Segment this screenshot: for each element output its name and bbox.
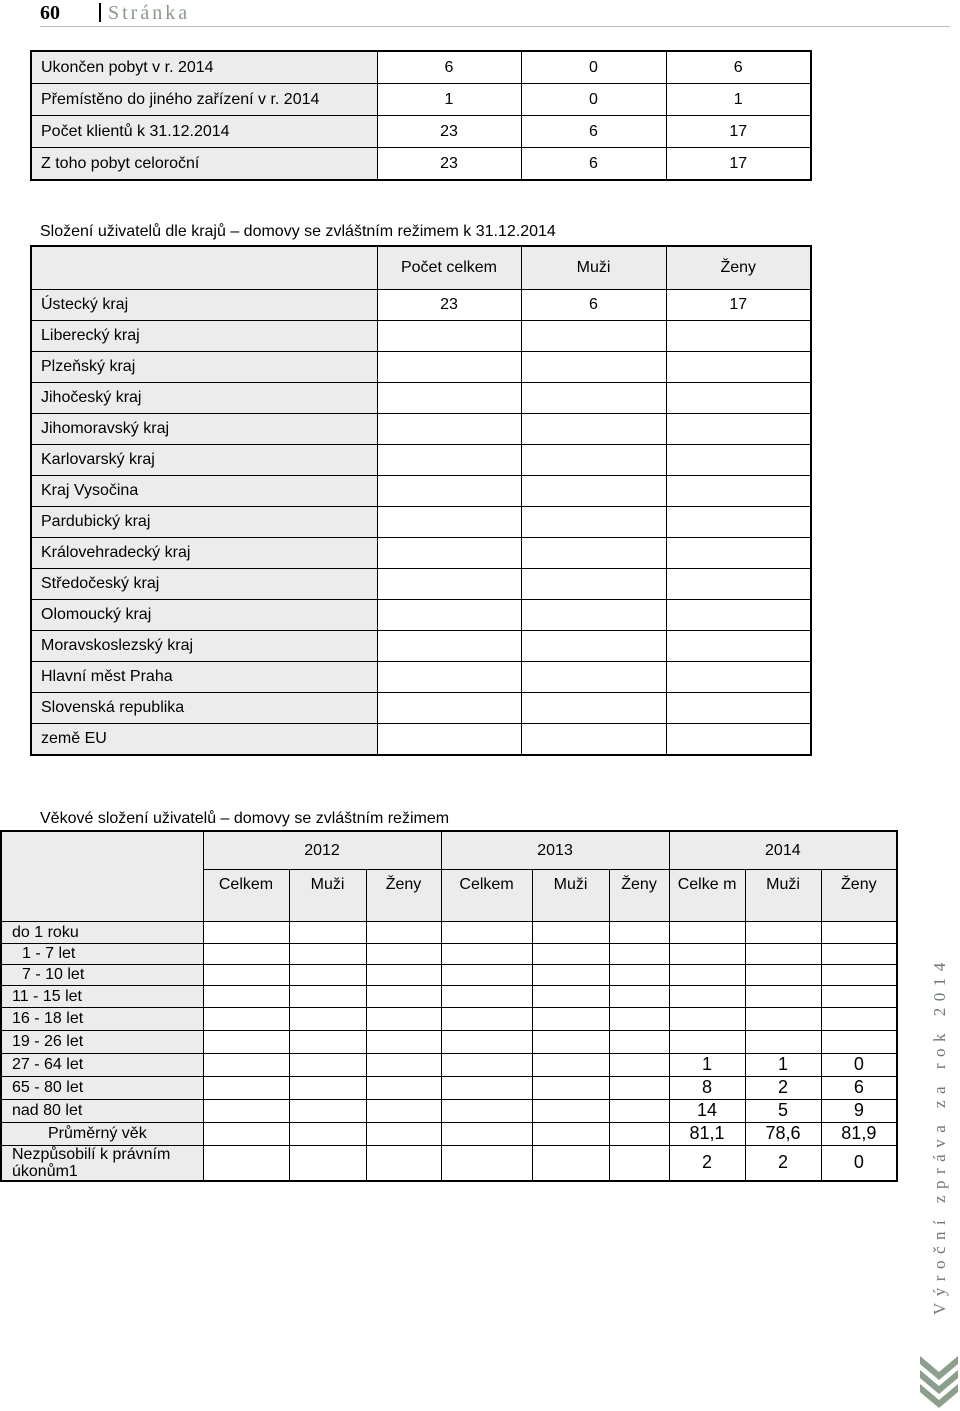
age-cell — [203, 1145, 289, 1181]
age-cell — [441, 1007, 532, 1030]
subheader-cell: Muži — [745, 869, 821, 921]
cell-women — [666, 693, 811, 724]
cell-total — [377, 507, 521, 538]
region-label: Ústecký kraj — [31, 290, 377, 321]
table-row — [31, 445, 811, 476]
age-cell — [366, 1030, 441, 1053]
region-label: Středočeský kraj — [31, 569, 377, 600]
cell-men — [521, 538, 666, 569]
age-cell — [532, 921, 609, 943]
age-cell — [289, 1099, 366, 1122]
age-cell — [366, 1145, 441, 1181]
cell-men — [521, 321, 666, 352]
age-cell — [289, 1007, 366, 1030]
age-cell — [532, 1030, 609, 1053]
age-header-empty-cell — [1, 831, 203, 921]
age-cell — [366, 943, 441, 964]
age-cell — [203, 921, 289, 943]
year-2014: 2014 — [669, 831, 897, 869]
cell-total — [377, 662, 521, 693]
age-cell: 78,6 — [745, 1122, 821, 1145]
cell-women — [666, 662, 811, 693]
cell-women — [666, 600, 811, 631]
age-cell — [669, 985, 745, 1007]
age-cell — [203, 964, 289, 985]
age-cell — [532, 1076, 609, 1099]
page-word: Stránka — [108, 2, 191, 24]
regions-header-row — [31, 246, 811, 290]
table-row — [31, 352, 811, 383]
age-cell — [441, 964, 532, 985]
age-cell — [609, 1030, 669, 1053]
cell-men: 0 — [521, 51, 666, 84]
cell-total — [377, 569, 521, 600]
age-cell: 9 — [821, 1099, 897, 1122]
age-cell — [821, 943, 897, 964]
table-row — [31, 662, 811, 693]
age-cell — [669, 943, 745, 964]
age-cell — [532, 1007, 609, 1030]
cell-men — [521, 662, 666, 693]
table-row — [31, 414, 811, 445]
age-table-caption: Věkové složení uživatelů – domovy se zvláštním režimem — [40, 810, 450, 827]
cell-women: 6 — [666, 51, 811, 84]
age-cell — [609, 964, 669, 985]
year-2013: 2013 — [441, 831, 669, 869]
age-cell — [532, 985, 609, 1007]
age-label: Průměrný věk — [1, 1122, 203, 1145]
age-cell — [441, 1145, 532, 1181]
age-cell: 14 — [669, 1099, 745, 1122]
region-label: Olomoucký kraj — [31, 600, 377, 631]
table-row — [1, 1053, 897, 1076]
age-cell — [203, 1007, 289, 1030]
table-row — [31, 116, 811, 148]
age-cell — [669, 1030, 745, 1053]
cell-total — [377, 321, 521, 352]
age-cell: 0 — [821, 1145, 897, 1181]
age-cell — [366, 1007, 441, 1030]
regions-table — [30, 245, 812, 756]
cell-total: 1 — [377, 84, 521, 116]
row-label: Ukončen pobyt v r. 2014 — [31, 51, 377, 84]
age-cell — [609, 1053, 669, 1076]
cell-total: 6 — [377, 51, 521, 84]
age-cell — [669, 1007, 745, 1030]
cell-women — [666, 445, 811, 476]
table-row — [31, 569, 811, 600]
chevron-logo-icon — [918, 1348, 960, 1408]
cell-men — [521, 352, 666, 383]
cell-men: 6 — [521, 290, 666, 321]
header-divider — [99, 3, 101, 22]
age-cell: 2 — [745, 1076, 821, 1099]
subheader-cell: Ženy — [609, 869, 669, 921]
cell-total — [377, 352, 521, 383]
age-cell — [609, 1099, 669, 1122]
age-cell: 2 — [745, 1145, 821, 1181]
cell-total: 23 — [377, 290, 521, 321]
subheader-cell: Celkem — [441, 869, 532, 921]
table-row — [1, 921, 897, 943]
stay-summary-table — [30, 50, 812, 181]
cell-men: 6 — [521, 148, 666, 181]
age-cell — [609, 985, 669, 1007]
age-label: 19 - 26 let — [1, 1030, 203, 1053]
age-cell — [441, 1122, 532, 1145]
regions-table-caption: Složení uživatelů dle krajů – domovy se zvláštním režimem k 31.12.2014 — [40, 223, 556, 240]
age-cell — [745, 985, 821, 1007]
cell-total — [377, 538, 521, 569]
table-row — [1, 1007, 897, 1030]
region-label: Královehradecký kraj — [31, 538, 377, 569]
cell-women — [666, 383, 811, 414]
age-cell — [289, 921, 366, 943]
cell-men — [521, 414, 666, 445]
age-cell — [441, 1053, 532, 1076]
subheader-cell: Celkem — [203, 869, 289, 921]
age-cell — [203, 1122, 289, 1145]
table-row — [31, 724, 811, 756]
table-row — [31, 51, 811, 84]
cell-women: 1 — [666, 84, 811, 116]
age-cell — [532, 964, 609, 985]
cell-men — [521, 445, 666, 476]
header-women: Ženy — [666, 246, 811, 290]
age-cell — [366, 1122, 441, 1145]
header-empty-cell — [31, 246, 377, 290]
table-row — [31, 321, 811, 352]
cell-total — [377, 414, 521, 445]
cell-men — [521, 569, 666, 600]
table-row — [1, 985, 897, 1007]
age-cell: 2 — [669, 1145, 745, 1181]
age-cell — [366, 1053, 441, 1076]
region-label: Moravskoslezský kraj — [31, 631, 377, 662]
table-row — [31, 476, 811, 507]
header-men: Muži — [521, 246, 666, 290]
age-cell — [821, 921, 897, 943]
year-2012: 2012 — [203, 831, 441, 869]
table-row — [31, 84, 811, 116]
cell-total — [377, 445, 521, 476]
age-cell — [441, 943, 532, 964]
region-label: Slovenská republika — [31, 693, 377, 724]
subheader-cell: Muži — [289, 869, 366, 921]
cell-total: 23 — [377, 116, 521, 148]
table-row — [31, 538, 811, 569]
age-label: 65 - 80 let — [1, 1076, 203, 1099]
cell-men — [521, 631, 666, 662]
age-cell — [669, 964, 745, 985]
age-cell — [289, 985, 366, 1007]
age-cell: 81,9 — [821, 1122, 897, 1145]
age-cell — [669, 921, 745, 943]
table-row — [31, 148, 811, 181]
age-cell — [532, 1053, 609, 1076]
cell-women — [666, 569, 811, 600]
age-cell — [745, 1007, 821, 1030]
cell-men — [521, 724, 666, 756]
cell-women — [666, 507, 811, 538]
age-label: 7 - 10 let — [1, 964, 203, 985]
table-row — [1, 1099, 897, 1122]
age-cell — [366, 964, 441, 985]
age-cell — [366, 921, 441, 943]
page-number: 60 — [40, 2, 60, 24]
age-cell: 1 — [669, 1053, 745, 1076]
cell-total — [377, 600, 521, 631]
cell-total — [377, 631, 521, 662]
region-label: Karlovarský kraj — [31, 445, 377, 476]
age-cell: 5 — [745, 1099, 821, 1122]
age-cell — [745, 1030, 821, 1053]
age-cell — [745, 921, 821, 943]
age-cell — [289, 1145, 366, 1181]
region-label: Jihomoravský kraj — [31, 414, 377, 445]
region-label: Liberecký kraj — [31, 321, 377, 352]
age-cell — [289, 1030, 366, 1053]
age-cell — [532, 1145, 609, 1181]
table-row — [31, 383, 811, 414]
table-row — [31, 290, 811, 321]
subheader-cell: Celke m — [669, 869, 745, 921]
table-row — [1, 943, 897, 964]
age-cell — [366, 985, 441, 1007]
table-row — [31, 600, 811, 631]
age-cell — [532, 1099, 609, 1122]
cell-men: 6 — [521, 116, 666, 148]
age-cell — [203, 1076, 289, 1099]
age-label: 27 - 64 let — [1, 1053, 203, 1076]
age-cell — [609, 943, 669, 964]
age-cell: 6 — [821, 1076, 897, 1099]
age-cell — [609, 1122, 669, 1145]
age-cell: 81,1 — [669, 1122, 745, 1145]
age-cell — [289, 1076, 366, 1099]
table-row — [1, 1145, 897, 1181]
age-cell — [609, 921, 669, 943]
age-cell — [203, 1030, 289, 1053]
age-label: Nezpůsobilí k právním úkonům1 — [1, 1145, 203, 1181]
age-cell — [203, 1053, 289, 1076]
cell-total — [377, 476, 521, 507]
side-vertical-text: Výroční zpráva za rok 2014 — [930, 956, 949, 1315]
cell-total — [377, 383, 521, 414]
age-cell — [745, 964, 821, 985]
cell-women: 17 — [666, 148, 811, 181]
row-label: Z toho pobyt celoroční — [31, 148, 377, 181]
age-label: 16 - 18 let — [1, 1007, 203, 1030]
age-cell — [609, 1007, 669, 1030]
subheader-cell: Muži — [532, 869, 609, 921]
age-cell — [745, 943, 821, 964]
region-label: Kraj Vysočina — [31, 476, 377, 507]
age-cell — [366, 1099, 441, 1122]
age-label: nad 80 let — [1, 1099, 203, 1122]
cell-men: 0 — [521, 84, 666, 116]
age-cell: 0 — [821, 1053, 897, 1076]
cell-total: 23 — [377, 148, 521, 181]
table-row — [1, 1030, 897, 1053]
region-label: Plzeňský kraj — [31, 352, 377, 383]
table-row — [31, 507, 811, 538]
age-cell — [532, 943, 609, 964]
table-row — [1, 1076, 897, 1099]
age-cell — [821, 1030, 897, 1053]
age-cell: 8 — [669, 1076, 745, 1099]
age-label: 1 - 7 let — [1, 943, 203, 964]
cell-women — [666, 631, 811, 662]
region-label: Pardubický kraj — [31, 507, 377, 538]
age-cell — [289, 964, 366, 985]
cell-men — [521, 600, 666, 631]
table-row — [31, 631, 811, 662]
age-cell — [441, 1030, 532, 1053]
age-cell — [366, 1076, 441, 1099]
region-label: země EU — [31, 724, 377, 756]
cell-men — [521, 383, 666, 414]
table-row — [31, 693, 811, 724]
age-cell — [441, 921, 532, 943]
cell-women — [666, 414, 811, 445]
cell-women — [666, 352, 811, 383]
age-cell — [289, 1122, 366, 1145]
age-label: do 1 roku — [1, 921, 203, 943]
age-cell — [821, 985, 897, 1007]
age-cell: 1 — [745, 1053, 821, 1076]
age-cell — [203, 985, 289, 1007]
age-cell — [609, 1145, 669, 1181]
age-cell — [289, 1053, 366, 1076]
age-cell — [441, 985, 532, 1007]
table-row — [1, 964, 897, 985]
age-label: 11 - 15 let — [1, 985, 203, 1007]
age-cell — [441, 1099, 532, 1122]
page-header — [40, 0, 950, 27]
age-cell — [289, 943, 366, 964]
cell-men — [521, 507, 666, 538]
age-cell — [203, 943, 289, 964]
cell-women — [666, 476, 811, 507]
age-cell — [821, 964, 897, 985]
age-cell — [441, 1076, 532, 1099]
age-cell — [203, 1099, 289, 1122]
age-year-row — [1, 831, 897, 869]
subheader-cell: Ženy — [821, 869, 897, 921]
table-row — [1, 1122, 897, 1145]
cell-women — [666, 321, 811, 352]
age-table — [0, 830, 898, 1182]
cell-men — [521, 693, 666, 724]
region-label: Hlavní měst Praha — [31, 662, 377, 693]
cell-women: 17 — [666, 116, 811, 148]
cell-women — [666, 538, 811, 569]
cell-men — [521, 476, 666, 507]
row-label: Počet klientů k 31.12.2014 — [31, 116, 377, 148]
cell-total — [377, 693, 521, 724]
subheader-cell: Ženy — [366, 869, 441, 921]
cell-total — [377, 724, 521, 756]
cell-women: 17 — [666, 290, 811, 321]
region-label: Jihočeský kraj — [31, 383, 377, 414]
age-cell — [821, 1007, 897, 1030]
age-cell — [609, 1076, 669, 1099]
cell-women — [666, 724, 811, 756]
header-total: Počet celkem — [377, 246, 521, 290]
age-cell — [532, 1122, 609, 1145]
row-label: Přemístěno do jiného zařízení v r. 2014 — [31, 84, 377, 116]
